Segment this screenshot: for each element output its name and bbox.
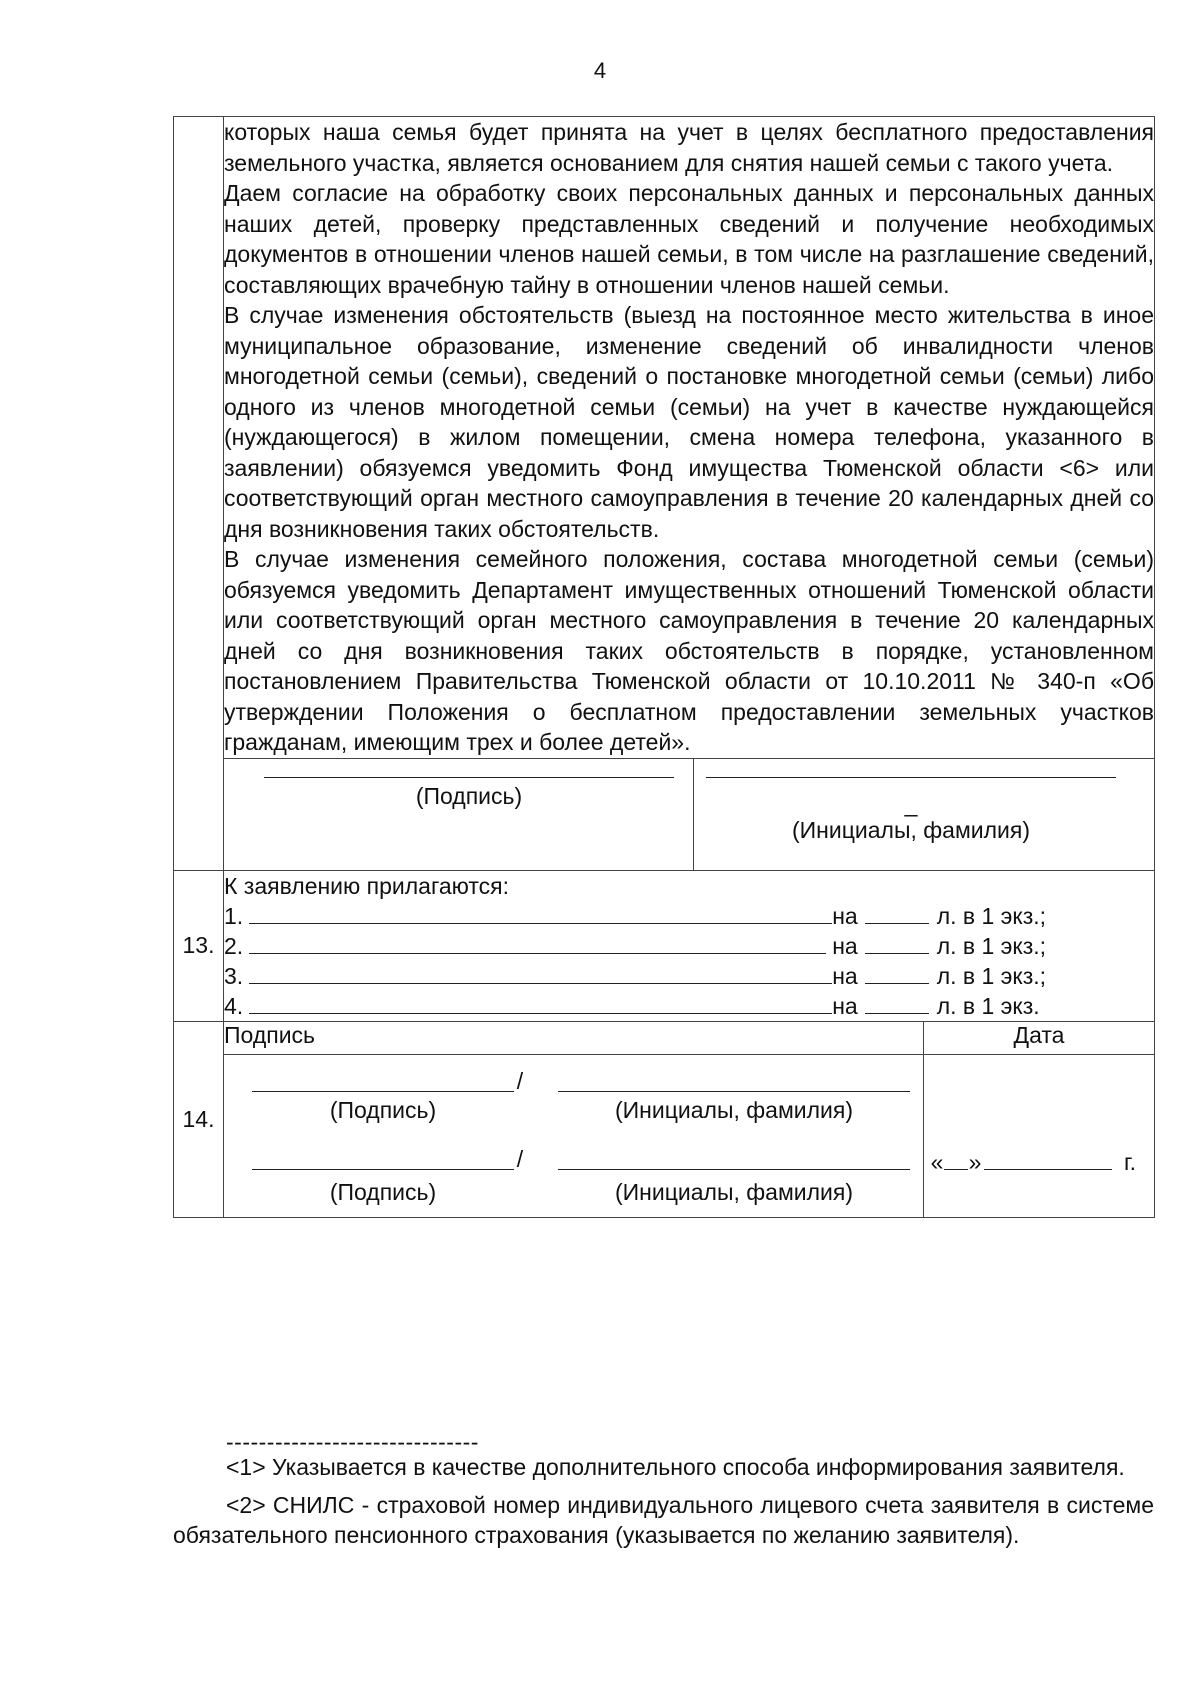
signature-caption: (Подпись) [329,1096,437,1123]
page-number: 4 [593,58,607,83]
consent-paragraph: В случае изменения обстоятельств (выезд на постоянное место жительства в иное муниципальное образование, изменение сведений об инвалидности членов многодетной семьи (семьи), сведений о постановке многодетной семьи (семьи) либо одного из членов многодетной семьи (семьи) на учет в качестве нуждающейся (нуждающегося) в жилом помещении, смена номера телефона, указанного в заявлении) обязуемся уведомить Фонд имущества Тюменской области <6> или соответствующий орган местного самоуправления в течение 20 календарных дней со дня возникновения таких обстоятельств. [224,302,1154,542]
name-caption: (Инициалы, фамилия) [614,1096,854,1123]
attachment-suffix: л. в 1 экз. [936,992,1040,1019]
item-14-number: 14. [174,1021,224,1217]
name-caption: (Инициалы, фамилия) [614,1178,854,1205]
item-13-number: 13. [174,870,224,1021]
attachment-na: на [832,902,858,929]
signature-line[interactable] [252,1169,514,1170]
consent-paragraph: Даем согласие на обработку своих персональных данных и персональных данных наших детей, проверку представленных сведений и получение необходимых документов в отношении членов нашей семьи, в том числе на разглашение сведений, составляющих врачебную тайну в отношении членов нашей семьи. [224,180,1154,298]
attachment-number: 2. [224,932,244,959]
attachment-row [224,991,1154,1021]
date-header: Дата [924,1021,1155,1054]
attachment-row [224,901,1154,931]
footnote-separator: ------------------------------- [226,1429,479,1455]
name-line[interactable] [558,1091,910,1092]
footnotes [173,1429,1154,1550]
signature-line[interactable] [264,777,674,778]
year-suffix: г. [1124,1148,1136,1175]
footnote: <2> СНИЛС - страховой номер индивидуального лицевого счета заявителя в системе обязательного пенсионного страхования (указывается по желанию заявителя). [173,1492,1154,1548]
signature-caption: (Подпись) [415,782,523,809]
attachment-na: на [832,992,858,1019]
attachment-number: 3. [224,962,244,989]
consent-text-cell [224,117,1155,759]
attachment-pages-field[interactable] [865,993,929,1014]
attachment-na: на [832,962,858,989]
attachment-suffix: л. в 1 экз.; [936,902,1047,929]
date-close-quote: » [968,1148,982,1175]
attachment-suffix: л. в 1 экз.; [936,962,1047,989]
signature-header: Подпись [224,1021,924,1054]
attachment-pages-field[interactable] [865,903,929,924]
attachment-number: 4. [224,992,244,1019]
date-cell [924,1054,1155,1217]
attachment-name-field[interactable] [249,963,832,984]
attachment-name-field[interactable] [249,933,826,954]
attachments-title: К заявлению прилагаются: [224,872,510,899]
name-line[interactable] [558,1169,910,1170]
slash: / [516,1067,524,1094]
attachment-number: 1. [224,902,244,929]
footnote: <1> Указывается в качестве дополнительного способа информирования заявителя. [226,1454,1125,1480]
attachment-name-field[interactable] [249,903,832,924]
name-line[interactable] [706,777,1116,778]
attachments-cell [224,870,1155,1021]
applicants-signature-cell [224,1054,924,1217]
attachment-suffix: л. в 1 экз.; [936,932,1047,959]
consent-paragraph: В случае изменения семейного положения, состава многодетной семьи (семьи) обязуемся уведомить Департамент имущественных отношений Тюменской области или соответствующий орган местного самоуправления в течение 20 календарных дней со дня возникновения таких обстоятельств в порядке, установленном постановлением Правительства Тюменской области от 10.10.2011 № 340-п «Об утверждении Положения о бесплатном предоставлении земельных участков гражданам, имеющим трех и более детей». [224,546,1154,755]
attachment-pages-field[interactable] [865,933,929,954]
attachment-pages-field[interactable] [865,963,929,984]
name-caption: (Инициалы, фамилия) [791,816,1031,843]
signature-line[interactable] [252,1091,514,1092]
slash: / [516,1145,524,1172]
signature-caption: (Подпись) [329,1178,437,1205]
attachment-na: на [832,932,858,959]
item-12-number-cell [174,117,224,871]
attachment-row [224,961,1154,991]
consent-signature-cell [224,758,694,870]
application-form-table [173,116,1155,1218]
attachment-row [224,931,1154,961]
date-month-year-field[interactable] [984,1169,1112,1170]
date-open-quote: « [930,1148,944,1175]
consent-name-cell [694,758,1155,870]
name-dash: _ [904,790,918,817]
date-day-field[interactable] [944,1169,968,1170]
attachment-name-field[interactable] [249,993,832,1014]
consent-paragraph: которых наша семья будет принята на учет в целях бесплатного предоставления земельного участка, является основанием для снятия нашей семьи с такого учета. [224,119,1154,176]
